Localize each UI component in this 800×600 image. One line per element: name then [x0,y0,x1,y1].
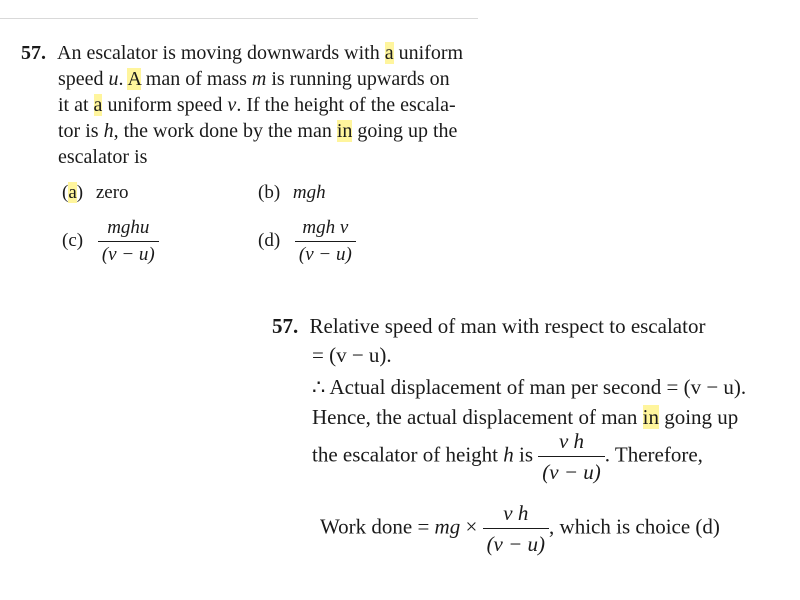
option-c: (c) $\frac{\text{mghu}}{(v - u)}$ [62,217,159,266]
solution-line-6: Work done = mg × $\frac{\text{v h}}{(v - u)}$ , which is choice (d) [320,501,720,556]
question-line-2: speed u. A man of mass m is running upwards on [58,68,450,90]
solution-line-1: 57. Relative speed of man with respect to escalator [272,314,706,338]
solution-line-4: Hence, the actual displacement of man in going up [312,405,739,429]
question-line-1: 57. An escalator is moving downwards with a uniform [21,42,464,64]
question-line-4: tor is h, the work done by the man in going up the [58,120,458,142]
option-d-fraction: $\frac{\text{mgh v}}{(v - u)}$ [295,217,356,266]
solution-line-3: ∴ Actual displacement of man per second = (v − u). [312,375,747,399]
solution-number: 57. [272,314,299,338]
solution-line-5: the escalator of height h is $\frac{\text{v h}}{(v - u)}$ . Therefore, [312,429,703,484]
top-divider [0,18,478,19]
displacement-fraction: $\frac{\text{v h}}{(v - u)}$ [538,428,604,485]
option-c-fraction: $\frac{\text{mghu}}{(v - u)}$ [98,217,159,266]
solution-line-2: = (v − u). [312,343,392,367]
work-done-fraction: $\frac{\text{v h}}{(v - u)}$ [483,500,549,557]
option-d: (d) $\frac{\text{mgh v}}{(v - u)}$ [258,217,356,266]
option-b: (b) mgh [258,182,326,203]
question-line-5: escalator is [58,146,148,168]
option-a: (a) zero [62,182,129,203]
question-line-3: it at a uniform speed v. If the height of the escala- [58,94,456,116]
question-number: 57. [21,42,46,64]
